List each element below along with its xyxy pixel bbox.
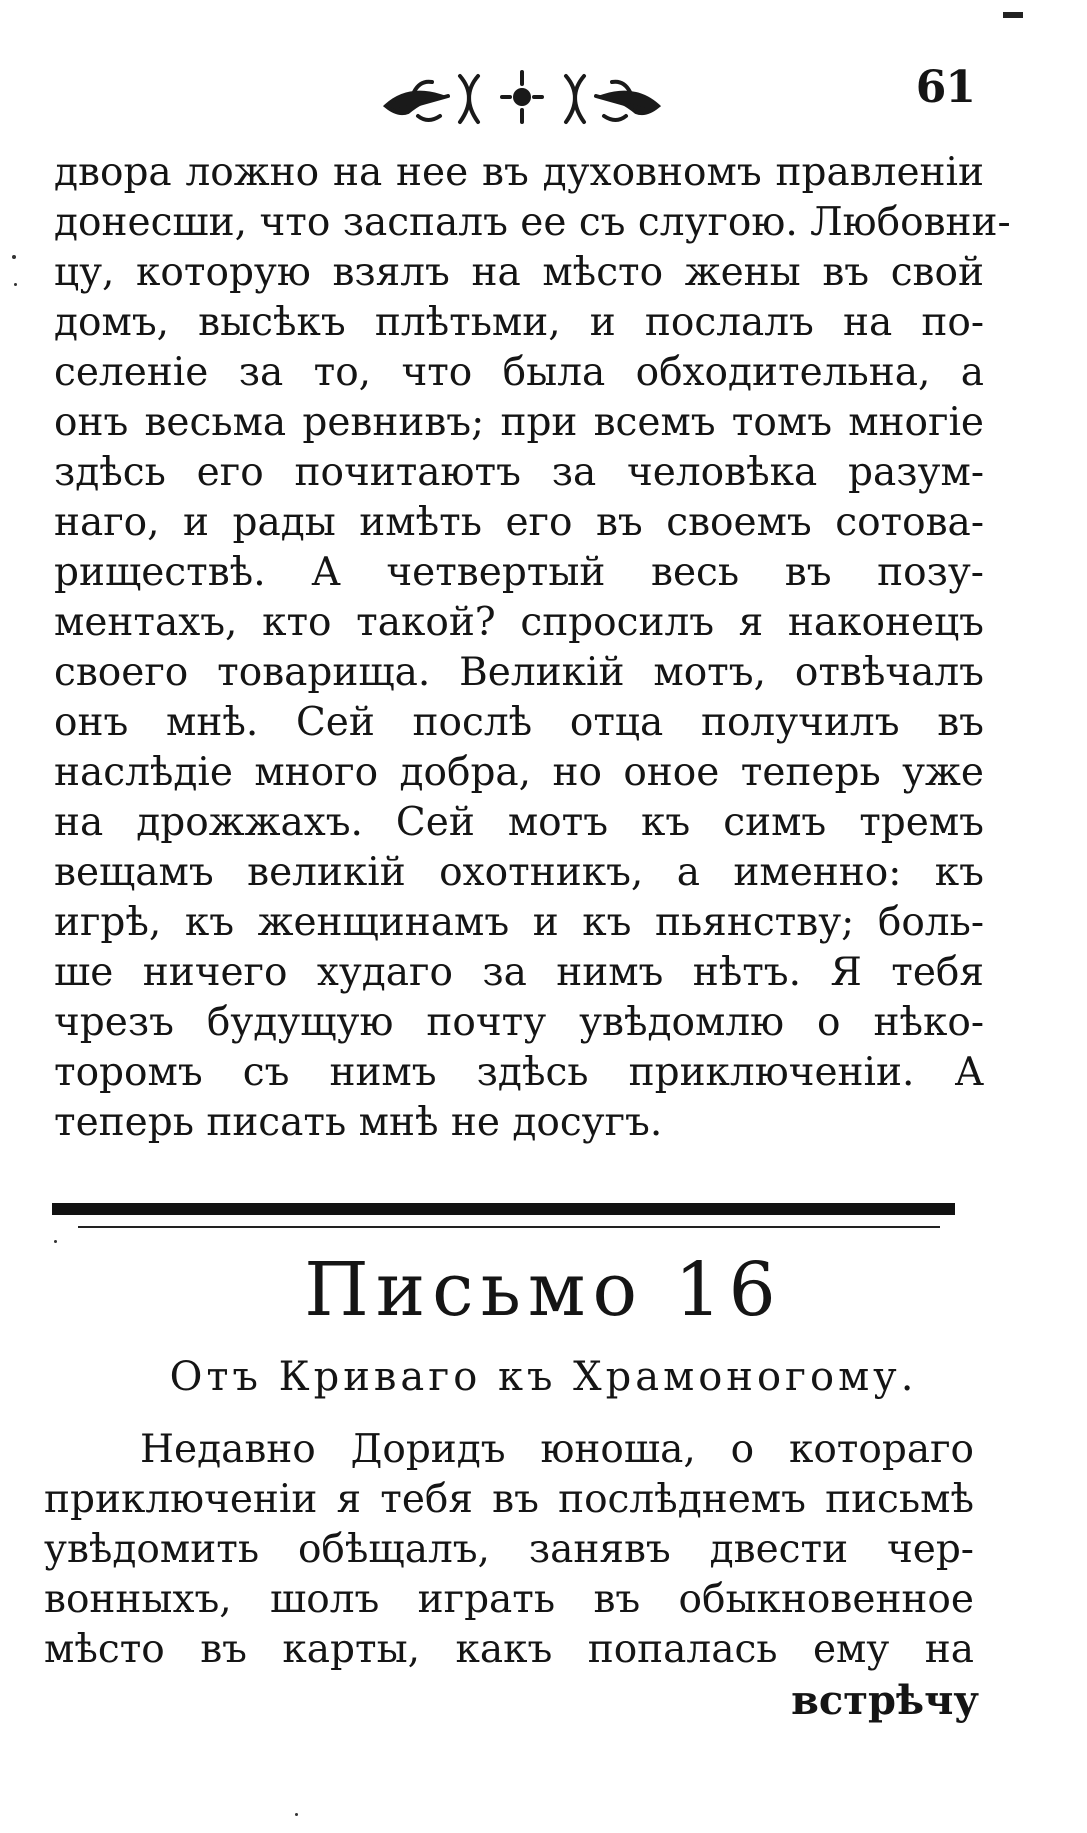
letter-text [44, 1425, 974, 1675]
text-line: двора ложно на нее въ духовномъ правленіи [54, 150, 984, 195]
floral-ornament-icon [378, 66, 666, 128]
text-line: онъ мнѣ. Сей послѣ отца получилъ въ [54, 700, 984, 745]
section-divider-thick [52, 1203, 955, 1215]
text-line: Недавно Доридъ юноша, о котораго [140, 1427, 974, 1472]
page-number: 61 [915, 62, 975, 113]
text-line: игрѣ, къ женщинамъ и къ пьянству; боль- [54, 900, 984, 945]
print-speck [295, 1813, 298, 1816]
text-line: вещамъ великій охотникъ, а именно: къ [54, 850, 984, 895]
text-line: здѣсь его почитаютъ за человѣка разум- [54, 450, 984, 495]
text-line: риществѣ. А четвертый весь въ позу- [54, 550, 984, 595]
edge-mark [1003, 12, 1023, 18]
print-speck [54, 1240, 57, 1243]
print-speck [14, 283, 17, 286]
body-text [54, 148, 1011, 1148]
text-line: торомъ съ нимъ здѣсь приключеніи. А [54, 1050, 984, 1095]
text-line: теперь писать мнѣ не досугъ. [54, 1100, 663, 1145]
print-speck [12, 255, 16, 259]
text-line: наго, и рады имѣть его въ своемъ сотова- [54, 500, 984, 545]
text-line: своего товарища. Великій мотъ, отвѣчалъ [54, 650, 984, 695]
text-line: донесши, что заспалъ ее съ слугою. Любовни- [54, 200, 1011, 245]
text-line: селеніе за то, что была обходительна, а [54, 350, 984, 395]
text-line: ментахъ, кто такой? спросилъ я наконецъ [54, 600, 984, 645]
letter-subtitle: Отъ Криваго къ Храмоногому. [169, 1354, 918, 1400]
text-line: чрезъ будущую почту увѣдомлю о нѣко- [54, 1000, 984, 1045]
text-line: вонныхъ, шолъ играть въ обыкновенное [44, 1577, 974, 1622]
text-line: приключеніи я тебя въ послѣднемъ письмѣ [44, 1477, 974, 1522]
text-line: домъ, высѣкъ плѣтьми, и послалъ на по- [54, 300, 984, 345]
text-line: цу, которую взялъ на мѣсто жены въ свой [54, 250, 984, 295]
text-line: наслѣдіе много добра, но оное теперь уже [54, 750, 984, 795]
text-line: онъ весьма ревнивъ; при всемъ томъ многіе [54, 400, 984, 445]
text-line: мѣсто въ карты, какъ попалась ему на [44, 1627, 974, 1672]
text-line: увѣдомить обѣщалъ, занявъ двести чер- [44, 1527, 974, 1572]
section-divider-thin [78, 1226, 940, 1228]
catchword: встрѣчу [791, 1677, 979, 1724]
text-line: ше ничего худаго за нимъ нѣтъ. Я тебя [54, 950, 984, 995]
letter-title: Письмо 16 [304, 1247, 783, 1333]
text-line: на дрожжахъ. Сей мотъ къ симъ тремъ [54, 800, 984, 845]
